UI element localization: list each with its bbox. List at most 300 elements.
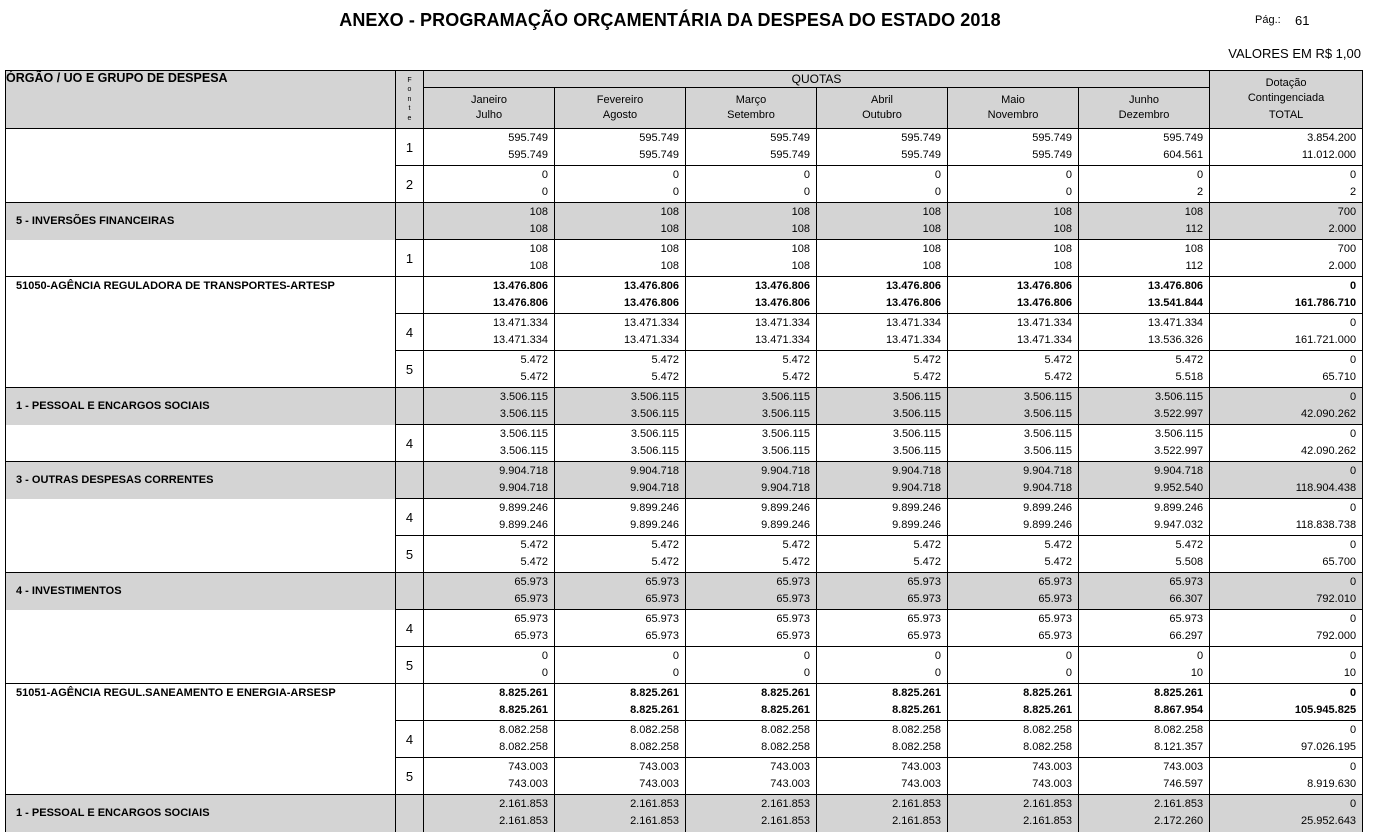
value-first-half: 108	[922, 243, 941, 255]
quota-cell	[686, 795, 817, 832]
quota-cell	[555, 610, 686, 647]
quota-cell	[424, 277, 555, 314]
quota-cell	[686, 573, 817, 610]
value-second-half: 65.973	[514, 593, 548, 605]
quota-cell	[948, 721, 1079, 758]
quota-cell	[1079, 499, 1210, 536]
expense-group-row	[6, 573, 1363, 610]
quota-cell	[948, 499, 1079, 536]
quota-cell	[1079, 425, 1210, 462]
fonte-letter: t	[408, 105, 411, 113]
value-second-half: 5.508	[1175, 556, 1204, 568]
fonte-code: 4	[396, 425, 424, 462]
quota-cell	[686, 610, 817, 647]
month-column-header	[555, 88, 686, 129]
quota-cell	[555, 425, 686, 462]
quota-cell	[1079, 240, 1210, 277]
value-first-half: 65.973	[645, 576, 679, 588]
value-second-half: 2	[1196, 186, 1204, 198]
quota-cell	[686, 425, 817, 462]
value-second-half: 9.899.246	[499, 519, 548, 531]
value-first-half: 5.472	[1175, 539, 1204, 551]
value-first-half: 3.506.115	[1023, 391, 1072, 403]
quota-cell	[424, 240, 555, 277]
value-second-half: 13.471.334	[492, 334, 548, 346]
value-first-half: 3.506.115	[499, 428, 548, 440]
total-cell	[1210, 499, 1363, 536]
value-second-half: 65.973	[1038, 630, 1072, 642]
value-second-half: 0	[541, 186, 548, 198]
value-second-half: 108	[922, 223, 941, 235]
quota-cell	[1079, 721, 1210, 758]
quota-cell	[948, 277, 1079, 314]
value-second-half: 3.506.115	[892, 408, 941, 420]
total-cell	[1210, 462, 1363, 499]
fonte-row	[6, 536, 1363, 573]
row-label: 51051-AGÊNCIA REGUL.SANEAMENTO E ENERGIA-ARSESP	[6, 684, 396, 721]
value-first-half: 0	[1349, 280, 1357, 292]
quota-cell	[948, 684, 1079, 721]
value-second-half: 112	[1185, 223, 1204, 235]
value-first-half: 5.472	[782, 354, 810, 366]
value-second-half: 595.749	[639, 149, 679, 161]
value-second-half: 8.825.261	[892, 704, 941, 716]
value-first-half: 3.506.115	[630, 391, 679, 403]
value-first-half: 5.472	[651, 539, 679, 551]
quota-cell	[555, 240, 686, 277]
expense-group-row	[6, 203, 1363, 240]
value-first-half: 65.973	[645, 613, 679, 625]
quota-cell	[424, 462, 555, 499]
row-label	[6, 647, 396, 684]
value-second-half: 2.161.853	[1023, 815, 1072, 827]
value-first-half: 108	[791, 243, 810, 255]
value-second-half: 42.090.262	[1301, 408, 1357, 420]
value-second-half: 65.973	[645, 593, 679, 605]
quotas-header: QUOTAS	[424, 71, 1210, 88]
quota-cell	[686, 351, 817, 388]
value-second-half: 11.012.000	[1301, 149, 1357, 161]
value-second-half: 2.000	[1328, 223, 1357, 235]
value-first-half: 8.082.258	[630, 724, 679, 736]
total-cell	[1210, 240, 1363, 277]
row-label	[6, 129, 396, 166]
month-name: Março	[735, 94, 767, 106]
value-second-half: 743.003	[901, 778, 941, 790]
quota-cell	[817, 129, 948, 166]
quota-cell	[686, 721, 817, 758]
value-first-half: 13.471.334	[754, 317, 810, 329]
value-first-half: 0	[1349, 465, 1357, 477]
value-second-half: 3.506.115	[892, 445, 941, 457]
budget-table	[5, 70, 1363, 832]
quota-cell	[817, 277, 948, 314]
quota-cell	[424, 203, 555, 240]
row-label	[6, 536, 396, 573]
value-first-half: 3.506.115	[1154, 391, 1204, 403]
value-first-half: 9.899.246	[1023, 502, 1072, 514]
value-second-half: 13.471.334	[885, 334, 941, 346]
value-first-half: 9.899.246	[761, 502, 810, 514]
value-second-half: 10	[1190, 667, 1204, 679]
quota-cell	[686, 240, 817, 277]
value-first-half: 595.749	[901, 132, 941, 144]
quota-cell	[948, 536, 1079, 573]
value-second-half: 8.825.261	[761, 704, 810, 716]
value-second-half: 8.121.357	[1154, 741, 1204, 753]
value-second-half: 65.973	[514, 630, 548, 642]
value-first-half: 0	[1349, 576, 1357, 588]
value-second-half: 9.899.246	[761, 519, 810, 531]
value-first-half: 13.476.806	[1148, 280, 1204, 292]
value-second-half: 8.082.258	[499, 741, 548, 753]
value-second-half: 65.973	[776, 630, 810, 642]
value-first-half: 108	[1053, 206, 1072, 218]
value-first-half: 8.082.258	[1023, 724, 1072, 736]
value-second-half: 9.947.032	[1154, 519, 1204, 531]
value-second-half: 0	[934, 186, 941, 198]
value-first-half: 5.472	[913, 354, 941, 366]
fonte-code	[396, 388, 424, 425]
value-second-half: 65.973	[776, 593, 810, 605]
row-label: 4 - INVESTIMENTOS	[6, 573, 396, 610]
value-first-half: 595.749	[508, 132, 548, 144]
total-cell	[1210, 388, 1363, 425]
quota-cell	[424, 425, 555, 462]
total-header-label: TOTAL	[1268, 109, 1304, 121]
value-first-half: 2.161.853	[1154, 798, 1204, 810]
value-second-half: 595.749	[508, 149, 548, 161]
quota-cell	[948, 129, 1079, 166]
value-second-half: 8.825.261	[499, 704, 548, 716]
quota-cell	[817, 795, 948, 832]
quota-cell	[424, 499, 555, 536]
month-column-header	[1079, 88, 1210, 129]
fonte-code	[396, 277, 424, 314]
value-second-half: 0	[803, 186, 810, 198]
quota-cell	[686, 758, 817, 795]
quota-cell	[817, 536, 948, 573]
quota-cell	[424, 721, 555, 758]
quota-cell	[1079, 536, 1210, 573]
quota-cell	[1079, 647, 1210, 684]
value-second-half: 8.082.258	[761, 741, 810, 753]
value-first-half: 65.973	[514, 576, 548, 588]
value-first-half: 8.825.261	[630, 687, 679, 699]
value-second-half: 3.522.997	[1154, 408, 1204, 420]
quota-cell	[686, 462, 817, 499]
row-label: 3 - OUTRAS DESPESAS CORRENTES	[6, 462, 396, 499]
value-second-half: 42.090.262	[1301, 445, 1357, 457]
value-first-half: 13.476.806	[885, 280, 941, 292]
total-column-header	[1210, 71, 1363, 129]
quota-cell	[555, 166, 686, 203]
month-column-header	[948, 88, 1079, 129]
quota-cell	[555, 721, 686, 758]
quota-cell	[555, 351, 686, 388]
value-second-half: 8.825.261	[630, 704, 679, 716]
quota-cell	[686, 277, 817, 314]
value-second-half: 13.476.806	[885, 297, 941, 309]
quota-cell	[424, 795, 555, 832]
quota-cell	[1079, 351, 1210, 388]
fonte-code	[396, 795, 424, 832]
value-first-half: 65.973	[907, 576, 941, 588]
total-cell	[1210, 314, 1363, 351]
total-cell	[1210, 721, 1363, 758]
table-body	[6, 129, 1363, 832]
quota-cell	[424, 536, 555, 573]
quota-cell	[424, 129, 555, 166]
total-cell	[1210, 573, 1363, 610]
quota-cell	[555, 129, 686, 166]
quota-cell	[1079, 462, 1210, 499]
value-first-half: 2.161.853	[499, 798, 548, 810]
value-first-half: 9.899.246	[630, 502, 679, 514]
value-second-half: 3.506.115	[761, 445, 810, 457]
total-cell	[1210, 610, 1363, 647]
value-first-half: 8.825.261	[1154, 687, 1204, 699]
value-first-half: 0	[541, 650, 548, 662]
quota-cell	[555, 277, 686, 314]
value-first-half: 65.973	[514, 613, 548, 625]
fonte-code: 4	[396, 499, 424, 536]
value-second-half: 8.919.630	[1307, 778, 1357, 790]
value-second-half: 65.973	[907, 630, 941, 642]
fonte-code	[396, 684, 424, 721]
row-label	[6, 425, 396, 462]
quota-cell	[555, 462, 686, 499]
values-unit-note: VALORES EM R$ 1,00	[1228, 46, 1361, 61]
value-second-half: 2.161.853	[630, 815, 679, 827]
value-second-half: 743.003	[1032, 778, 1072, 790]
value-second-half: 5.472	[651, 371, 679, 383]
row-label	[6, 240, 396, 277]
value-second-half: 9.904.718	[630, 482, 679, 494]
value-first-half: 743.003	[1032, 761, 1072, 773]
expense-group-row	[6, 388, 1363, 425]
quota-cell	[948, 795, 1079, 832]
value-second-half: 2.172.260	[1154, 815, 1204, 827]
quota-cell	[1079, 684, 1210, 721]
value-first-half: 3.506.115	[630, 428, 679, 440]
quota-cell	[424, 758, 555, 795]
value-second-half: 0	[672, 186, 679, 198]
value-second-half: 108	[791, 260, 810, 272]
value-second-half: 108	[660, 223, 679, 235]
quota-cell	[1079, 758, 1210, 795]
value-first-half: 2.161.853	[892, 798, 941, 810]
org-column-header: ÓRGÃO / UO E GRUPO DE DESPESA	[6, 71, 396, 129]
value-first-half: 0	[1196, 650, 1204, 662]
value-second-half: 3.506.115	[630, 445, 679, 457]
month-name: Dezembro	[1118, 109, 1170, 121]
total-cell	[1210, 277, 1363, 314]
value-second-half: 792.000	[1316, 630, 1357, 642]
value-second-half: 3.506.115	[761, 408, 810, 420]
month-column-header	[686, 88, 817, 129]
value-first-half: 5.472	[1044, 539, 1072, 551]
fonte-code: 4	[396, 721, 424, 758]
quota-cell	[817, 647, 948, 684]
value-first-half: 743.003	[901, 761, 941, 773]
expense-group-row	[6, 462, 1363, 499]
total-cell	[1210, 795, 1363, 832]
value-first-half: 595.749	[770, 132, 810, 144]
fonte-row	[6, 351, 1363, 388]
value-first-half: 0	[672, 169, 679, 181]
value-second-half: 161.721.000	[1294, 334, 1357, 346]
value-second-half: 3.506.115	[630, 408, 679, 420]
value-first-half: 108	[660, 206, 679, 218]
fonte-column-header	[396, 71, 424, 129]
month-name: Junho	[1129, 94, 1160, 106]
value-first-half: 0	[672, 650, 679, 662]
fonte-row	[6, 129, 1363, 166]
value-second-half: 2.161.853	[761, 815, 810, 827]
value-first-half: 0	[1349, 428, 1357, 440]
value-first-half: 5.472	[651, 354, 679, 366]
document-title: ANEXO - PROGRAMAÇÃO ORÇAMENTÁRIA DA DESPESA DO ESTADO 2018	[339, 10, 1001, 30]
fonte-code: 1	[396, 240, 424, 277]
value-second-half: 0	[803, 667, 810, 679]
total-header-line: Dotação	[1265, 77, 1307, 89]
total-cell	[1210, 425, 1363, 462]
quota-cell	[1079, 203, 1210, 240]
value-second-half: 0	[1065, 667, 1072, 679]
quota-cell	[817, 388, 948, 425]
fonte-row	[6, 240, 1363, 277]
value-first-half: 2.161.853	[630, 798, 679, 810]
value-second-half: 9.952.540	[1154, 482, 1204, 494]
value-second-half: 5.472	[520, 556, 548, 568]
quota-cell	[1079, 610, 1210, 647]
quota-cell	[948, 240, 1079, 277]
value-second-half: 2.161.853	[892, 815, 941, 827]
quota-cell	[555, 536, 686, 573]
value-second-half: 8.082.258	[1023, 741, 1072, 753]
quota-cell	[817, 425, 948, 462]
quota-cell	[424, 573, 555, 610]
total-header-line: Contingenciada	[1247, 92, 1325, 104]
value-second-half: 9.904.718	[892, 482, 941, 494]
value-first-half: 743.003	[1163, 761, 1204, 773]
value-second-half: 13.476.806	[623, 297, 679, 309]
value-first-half: 0	[803, 650, 810, 662]
value-first-half: 108	[791, 206, 810, 218]
total-cell	[1210, 203, 1363, 240]
fonte-row	[6, 758, 1363, 795]
quota-cell	[686, 203, 817, 240]
value-second-half: 118.904.438	[1295, 482, 1357, 494]
quota-cell	[948, 573, 1079, 610]
quota-cell	[1079, 573, 1210, 610]
quota-cell	[1079, 166, 1210, 203]
value-second-half: 108	[660, 260, 679, 272]
value-first-half: 8.082.258	[1154, 724, 1204, 736]
month-column-header	[817, 88, 948, 129]
month-name: Outubro	[862, 109, 902, 121]
quota-cell	[555, 758, 686, 795]
value-first-half: 9.904.718	[630, 465, 679, 477]
row-label	[6, 314, 396, 351]
total-cell	[1210, 684, 1363, 721]
quota-cell	[1079, 795, 1210, 832]
fonte-letter: n	[407, 95, 412, 103]
value-second-half: 0	[672, 667, 679, 679]
quota-cell	[1079, 388, 1210, 425]
value-second-half: 5.472	[913, 556, 941, 568]
month-column-header	[424, 88, 555, 129]
value-second-half: 9.899.246	[630, 519, 679, 531]
value-second-half: 5.472	[1044, 371, 1072, 383]
quota-cell	[948, 462, 1079, 499]
value-second-half: 161.786.710	[1294, 297, 1357, 309]
quota-cell	[555, 203, 686, 240]
row-label: 51050-AGÊNCIA REGULADORA DE TRANSPORTES-ARTESP	[6, 277, 396, 314]
value-second-half: 2.000	[1328, 260, 1357, 272]
value-second-half: 8.867.954	[1154, 704, 1204, 716]
value-first-half: 8.825.261	[761, 687, 810, 699]
quota-cell	[817, 758, 948, 795]
value-second-half: 595.749	[901, 149, 941, 161]
value-second-half: 5.472	[651, 556, 679, 568]
quota-cell	[948, 758, 1079, 795]
value-first-half: 8.082.258	[761, 724, 810, 736]
value-first-half: 0	[1349, 317, 1357, 329]
quota-cell	[948, 610, 1079, 647]
value-first-half: 108	[529, 243, 548, 255]
value-second-half: 66.297	[1169, 630, 1204, 642]
quota-cell	[817, 684, 948, 721]
value-second-half: 9.904.718	[761, 482, 810, 494]
value-first-half: 0	[1196, 169, 1204, 181]
value-second-half: 9.904.718	[1023, 482, 1072, 494]
value-first-half: 13.476.806	[492, 280, 548, 292]
quota-cell	[817, 351, 948, 388]
value-second-half: 65.973	[907, 593, 941, 605]
quota-cell	[686, 536, 817, 573]
row-label: 5 - INVERSÕES FINANCEIRAS	[6, 203, 396, 240]
value-first-half: 3.506.115	[761, 391, 810, 403]
value-second-half: 108	[1053, 223, 1072, 235]
month-name: Agosto	[602, 109, 638, 121]
row-label	[6, 351, 396, 388]
quota-cell	[817, 314, 948, 351]
value-second-half: 595.749	[1032, 149, 1072, 161]
quota-cell	[817, 240, 948, 277]
value-second-half: 8.082.258	[630, 741, 679, 753]
value-second-half: 65.700	[1322, 556, 1357, 568]
value-second-half: 65.973	[645, 630, 679, 642]
total-cell	[1210, 758, 1363, 795]
fonte-code: 4	[396, 610, 424, 647]
value-second-half: 3.506.115	[1023, 445, 1072, 457]
fonte-row	[6, 314, 1363, 351]
row-label	[6, 758, 396, 795]
value-second-half: 5.472	[782, 371, 810, 383]
quota-cell	[424, 166, 555, 203]
value-first-half: 13.471.334	[1148, 317, 1204, 329]
value-first-half: 0	[1065, 169, 1072, 181]
value-second-half: 13.541.844	[1148, 297, 1204, 309]
value-second-half: 65.973	[1038, 593, 1072, 605]
value-second-half: 743.003	[639, 778, 679, 790]
value-first-half: 743.003	[508, 761, 548, 773]
value-first-half: 13.471.334	[885, 317, 941, 329]
value-first-half: 9.899.246	[1154, 502, 1204, 514]
value-second-half: 743.003	[508, 778, 548, 790]
